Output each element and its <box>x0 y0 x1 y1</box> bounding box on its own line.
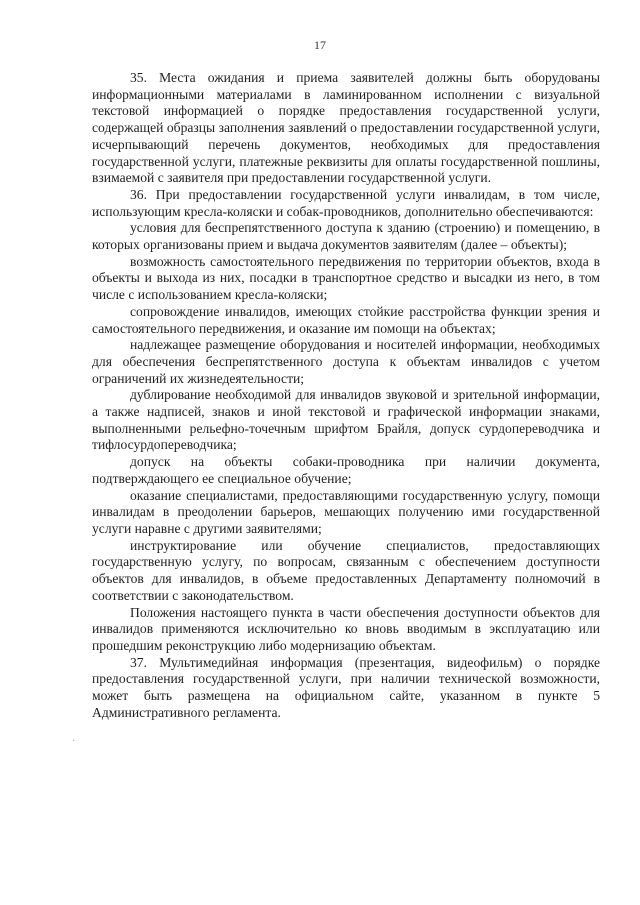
list-item: возможность самостоятельного передвижения по территории объектов, входа в объекты и выхода из них, посадки в транспортное средство и высадки из него, в том числе с использованием кресла-коляски; <box>92 253 600 303</box>
document-body <box>92 70 600 721</box>
paragraph-36: 36. При предоставлении государственной услуги инвалидам, в том числе, использующим кресла-коляски и собак-проводников, дополнительно обеспечиваются: <box>92 186 600 219</box>
list-item: инструктирование или обучение специалистов, предоставляющих государственную услугу, по вопросам, связанным с обеспечением доступности объектов для инвалидов, в объеме предоставленных Департаменту полномочий в соответствии с законодательством. <box>92 537 600 603</box>
list-item: условия для беспрепятственного доступа к зданию (строению) и помещению, в которых организованы прием и выдача документов заявителям (далее – объекты); <box>92 220 600 253</box>
list-item: надлежащее размещение оборудования и носителей информации, необходимых для обеспечения беспрепятственного доступа к объектам инвалидов с учетом ограничений их жизнедеятельности; <box>92 337 600 386</box>
paragraph-provisions: Положения настоящего пункта в части обеспечения доступности объектов для инвалидов применяются исключительно ко вновь вводимым в эксплуатацию или прошедшим реконструкцию либо модернизацию объектам. <box>92 604 600 653</box>
paragraph-37: 37. Мультимедийная информация (презентация, видеофильм) о порядке предоставления государственной услуги, при наличии технической возможности, может быть размещена на официальном сайте, указанном в пункте 5 Административного регламента. <box>92 654 600 720</box>
list-item: допуск на объекты собаки-проводника при наличии документа, подтверждающего ее специальное обучение; <box>92 454 600 486</box>
list-item: сопровождение инвалидов, имеющих стойкие расстройства функции зрения и самостоятельного передвижения, и оказание им помощи на объектах; <box>92 303 600 336</box>
list-item: оказание специалистами, предоставляющими государственную услугу, помощи инвалидам в преодолении барьеров, мешающих получению ими государственной услуги наравне с другими заявителями; <box>92 487 600 536</box>
paragraph-35: 35. Места ожидания и приема заявителей должны быть оборудованы информационными материалами в ламинированном исполнении с визуальной текстовой информацией о порядке предоставления государственной услуги, содержащей образцы заполнения заявлений о предоставлении государственной услуги, исчерпывающий перечень документов, необходимых для предоставления государственной услуги, платежные реквизиты для оплаты государственной пошлины, взимаемой с заявителя при предоставлении государственной услуги. <box>92 70 600 186</box>
page-number: 17 <box>314 38 326 52</box>
list-item: дублирование необходимой для инвалидов звуковой и зрительной информации, а также надписей, знаков и иной текстовой и графической информации знаками, выполненными рельефно-точечным шрифтом Брайля, допуск сурдопереводчика и тифлосурдопереводчика; <box>92 387 600 453</box>
margin-mark: · <box>72 735 76 746</box>
